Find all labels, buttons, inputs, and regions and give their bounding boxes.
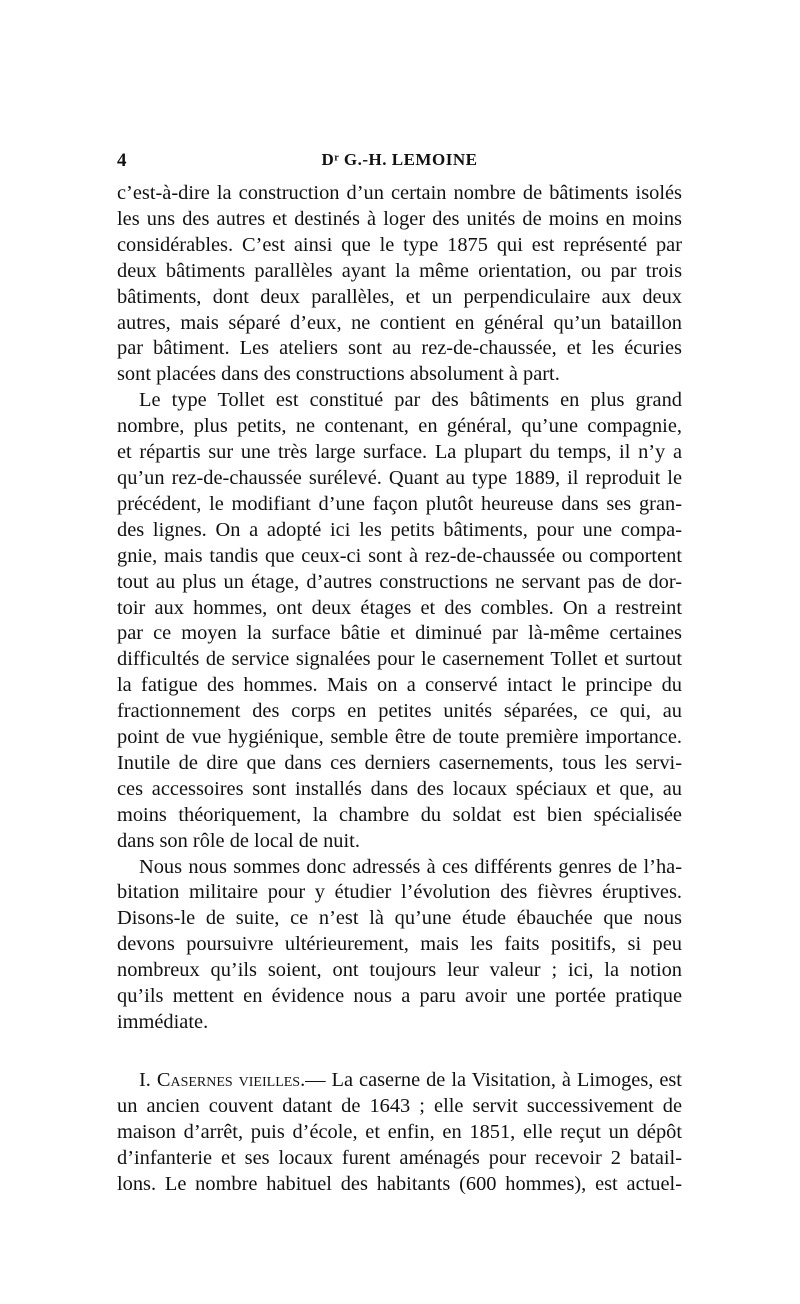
text-line: gnie, mais tandis que ceux-ci sont à rez-de-chaussée ou comportent (117, 544, 682, 567)
body-text (117, 181, 682, 1197)
paragraph (117, 855, 682, 1036)
text-line: qu’un rez-de-chaussée surélevé. Quant au type 1889, il reproduit le (117, 466, 682, 489)
text-line: considérables. C’est ainsi que le type 1875 qui est représenté par (117, 233, 682, 256)
text-line: maison d’arrêt, puis d’école, et enfin, en 1851, elle reçut un dépôt (117, 1120, 682, 1143)
text-line: par ce moyen la surface bâtie et diminué par là-même certaines (117, 622, 682, 645)
running-head: Dʳ G.-H. LEMOINE (321, 150, 478, 169)
text-line: des lignes. On a adopté ici les petits bâtiments, pour une compa- (117, 518, 682, 541)
text-line: Disons-le de suite, ce n’est là qu’une étude ébauchée que nous (117, 907, 682, 930)
text-line: autres, mais séparé d’eux, ne contient en général qu’un bataillon (117, 311, 682, 334)
text-line: Le type Tollet est constitué par des bâtiments en plus grand (139, 389, 682, 412)
text-line: Nous nous sommes donc adressés à ces différents genres de l’ha- (139, 855, 682, 878)
text-line (117, 1068, 682, 1094)
text-line: tout au plus un étage, d’autres constructions ne servant pas de dor- (117, 570, 682, 593)
text-line: point de vue hygiénique, semble être de toute première importance. (117, 726, 682, 749)
text-line: bâtiments, dont deux parallèles, et un perpendiculaire aux deux (117, 285, 682, 308)
text-line: Inutile de dire que dans ces derniers casernements, tous les servi- (117, 751, 682, 774)
text-line: un ancien couvent datant de 1643 ; elle servit successivement de (117, 1094, 682, 1117)
section-heading: I. Casernes vieilles.— (139, 1068, 326, 1091)
text-line: dans son rôle de local de nuit. (117, 829, 360, 852)
text-line: bitation militaire pour y étudier l’évolution des fièvres éruptives. (117, 881, 682, 904)
text-line: immédiate. (117, 1011, 209, 1033)
text-line: difficultés de service signalées pour le casernement Tollet et surtout (117, 648, 682, 671)
text-line: nombre, plus petits, ne contenant, en général, qu’une compagnie, (117, 415, 682, 438)
page-number: 4 (117, 150, 127, 171)
text-line: moins théoriquement, la chambre du soldat est bien spécialisée (117, 803, 682, 826)
text-line: deux bâtiments parallèles ayant la même orientation, ou par trois (117, 259, 682, 282)
text-line: devons poursuivre ultérieurement, mais les faits positifs, si peu (117, 933, 682, 956)
text-line: la fatigue des hommes. Mais on a conservé intact le principe du (117, 674, 682, 697)
text-line: les uns des autres et destinés à loger des unités de moins en moins (117, 207, 682, 230)
section-paragraph (117, 1068, 682, 1198)
text-line: nombreux qu’ils soient, ont toujours leur valeur ; ici, la notion (117, 959, 682, 982)
text-line: fractionnement des corps en petites unités séparées, ce qui, au (117, 700, 682, 723)
section-first-line: La caserne de la Visitation, à Limoges, est (331, 1068, 682, 1091)
page-header (117, 150, 682, 176)
text-line: ces accessoires sont installés dans des locaux spéciaux et que, au (117, 777, 682, 800)
text-line: qu’ils mettent en évidence nous a paru avoir une portée pratique (117, 985, 682, 1008)
text-line: sont placées dans des constructions absolument à part. (117, 363, 560, 386)
paragraph (117, 181, 682, 388)
text-line: précédent, le modifiant d’une façon plutôt heureuse dans ses gran- (117, 492, 682, 515)
text-line: lons. Le nombre habituel des habitants (600 hommes), est actuel- (117, 1172, 682, 1195)
text-line: d’infanterie et ses locaux furent aménagés pour recevoir 2 batail- (117, 1146, 682, 1169)
text-line: toir aux hommes, ont deux étages et des combles. On a restreint (117, 596, 682, 619)
text-line: par bâtiment. Les ateliers sont au rez-de-chaussée, et les écuries (117, 337, 682, 360)
text-line: c’est-à-dire la construction d’un certain nombre de bâtiments isolés (117, 182, 682, 204)
text-line: et répartis sur une très large surface. La plupart du temps, il n’y a (117, 441, 682, 464)
paragraph (117, 388, 682, 854)
section-gap (117, 1036, 682, 1068)
